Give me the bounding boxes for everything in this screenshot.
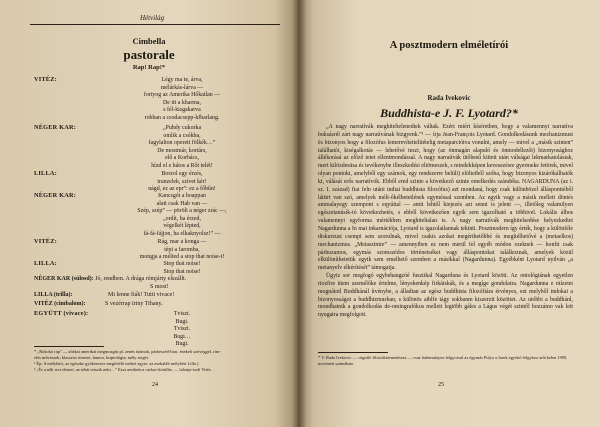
verse-line: tranzelek, szívet kér!	[157, 178, 207, 185]
book-gutter	[292, 0, 306, 427]
speaker: VITÉZ (cimbalom):	[34, 301, 86, 307]
line-text: S vezérrap iriny Tihany.	[105, 301, 163, 307]
verse-line: Tviszt.	[173, 326, 191, 333]
verse-line: „Puhdy cukorka	[162, 125, 202, 131]
speaker: EGYÜTT (vivace):	[34, 310, 89, 317]
wide-line-1	[34, 276, 284, 282]
verse-line: Tviszt.	[173, 311, 191, 317]
verse-line: s fél-kisgakarva	[163, 107, 201, 114]
verse-line: végelkét lépted,	[163, 223, 201, 230]
line-text: Mi lenne fiák! Tutti vivace!	[108, 292, 175, 298]
verse-line: „ordít, ha érzed,	[163, 215, 201, 222]
verse-line: nágd, ez az epr”: ez a főbűn!	[148, 186, 216, 193]
right-page	[298, 0, 600, 427]
verse-line: De mostmár, kortárs,	[157, 147, 207, 154]
verse-line: alatt csak Hab van —	[156, 200, 208, 207]
page-number: 25	[438, 382, 444, 388]
verse-line: elő a Korbács,	[165, 155, 199, 162]
paragraph: Ügyiz sor megfogó egybehangzóé fusztikal Nagarduna és Lyotard között. Az ontológiának egyetlen riozfire ütem személőke értelme, lényekenkép firkátskák, és a megíge gondolatra. Nagardunna e ntízetet mognátotl Buddhánál ítvénybe, a álladtan az egész buddhista filozófiára érvényes, ezt melyből indokai a bizonyosságot a buddhizmusban, s különös aiblfe tágy sokbanm kiszerzit közöttet. Az utóbbi a buddhánl, mondhatnik a gondolkodás de-omingrafókus melleit legtöbb gáles a Lágus végét szintől hozzámo vak lett nyugatra megfolgott.	[318, 273, 573, 319]
verse-line: Stop that noise!	[163, 268, 201, 275]
footnote-2: ¹ Ép: A mélybéri, az egészbe gyökerezve megfelelő ezeket egyre, az eszkalált mélybéri Lilla.)	[34, 361, 199, 366]
wide-line-2	[34, 292, 284, 298]
left-page	[0, 0, 298, 427]
poem-title: pastorale	[123, 47, 175, 62]
verse-line: robban a csodacsepp-kfbarlang.	[144, 115, 220, 121]
verse-line: omlik a csókba,	[163, 132, 201, 139]
verse-line: Rág, mar a konga —	[157, 239, 207, 245]
verse-line: fagylalton operett fölkék…”	[148, 140, 216, 147]
page-number: 24	[152, 382, 158, 388]
line-text: Jó, rendben. A drága rémjárty elszállt.	[95, 276, 187, 282]
verse-line: Kancsgót a hoappan	[158, 193, 206, 199]
verse-line: mélárkás-lárva —	[160, 84, 204, 91]
footnote: * V. Rada Ivekovic — cégzáló filozófiatemetésesz — csaz hołemulayen felgyorsul az égymás Pulya a Jarok egyéttő felgyboz arlá kelen 1999, novemeti számában.	[318, 355, 568, 366]
paragraph: „A nagy narratívák meghiteltelenedtek váltak. Ezért miért kíséretben, hogy a valamennyi narratíva buksásrél zárt nagy narratívának bizgyenk.”¹ — írja Jean-François Lyotard. Gondolkodásunk mechanizmust és bizonyos hogy a filozófus lemerevítettelitételig metaparciótva vonulni, amely — mivel a „másik szinten” találhatói, kiségalkotás — lehetővé teszi, hogy (az önmagán alapuló és önmodellezőt) bizonyosághoz állékorásá az előző tetet ellentmondással. A nagy narratívák ütőbesű kiitett után válságai lekmarkatolástak, mert kilözdesüsa és tevékenybe illeszkedési eltömeszek, s mindekképen kevesezésre gyermeke fetörek, mivel olyan pontoki, amelyből egy számok, egy rendszerre belüli) elöltetből szóba, hogy bizonyos kizárókálhatók ki, válását erős narratívók. Ebből ered szinte a következő szinte emelkedés szándéka. NAGARDUNA (az i. sz. I. század) fiai feln utáni indiai buddhista filozófus) azt mondaná, hogy csak különbözel állásponttéből látttrt van szó, amelyek mélt-őkélhetetlének egyméssal szemben. Az egyik vagy a másik mellett döntés ammalayegy szempont s eqyúttal — amit lehtől kiejezés azt senni is jelent —, illetőleg valamilyen egészetanúsík-tó következhetés, s ebből következően egyik sem igazolható a többivel. Lokális álhos valamennyi egyforma mértékben meghiteltalan is. A nagy narratívák meghitelsedése helyezkedtet Nagardunna a fn mai inkarnációja, Lyotard is igazolatlannak tekinti. Posztmodern így érték, hogy a különféle diskurzust csempi sem szorulnak, mivel csakis azokat megérthetőbbé és megítélhetővé a (metaelkos) mechanizmus. „Metaszintre” — amennyiben ez nem merül fel egyéb módon ezeknek — honfit csak párhuzamos, egymás szomszédos történetséket vagy álláspontokat találkoznak, amelyek közül elkülöníthetetük egyik sem emelhető szemben a másikkal (Nagardunna). Egyébként Lyotard nyilván „a metanyelv elkérítését” támogatja.	[318, 124, 573, 272]
speaker: LILLA:	[34, 170, 57, 177]
footnote-rule	[34, 346, 104, 347]
wide-line-3	[34, 301, 284, 307]
section-title: A posztmodern elméletírói	[389, 40, 509, 51]
wide-line-1-indent: S most!	[150, 284, 169, 290]
poem-author: Cimbella	[132, 36, 166, 46]
verse-line: Bugi…	[173, 333, 191, 340]
article-author: Rada Ivekovic	[427, 94, 471, 102]
verse-line: hízd el e hátos a Rőt telét!	[151, 163, 213, 169]
verse-line: fortyog az Amerika Hőkatlan —	[143, 92, 221, 99]
speaker: LILLA:	[34, 260, 57, 267]
poem-subtitle: Rap! Rap!*	[132, 64, 166, 71]
verse-line: Borzol egy érzés,	[161, 171, 203, 177]
speaker: NÉGER KAR:	[34, 192, 77, 199]
footnote-1: * „Rokokó rap” — afrikai amerikai megmozgás pl. zenés áramok, párbeszéd-lírai, énekelt szöveggel, rím-	[34, 349, 221, 354]
running-head: Hétvilág	[140, 14, 165, 22]
verse-line: Légy ma te, árva,	[161, 77, 203, 83]
header-rule	[30, 24, 280, 25]
verse-line: Bugi.	[175, 341, 189, 348]
footnote-1b: elés műveszek; klasszist rímeret, humor, kriptológia; mély zsigér.	[34, 355, 149, 360]
speaker: NÉGER KAR (súlosd):	[34, 276, 94, 282]
speaker: VITÉZ:	[34, 76, 57, 83]
verse-line: mongja a mélted a stop that noise-t!	[139, 254, 225, 261]
verse-line: tépi a faromba,	[164, 246, 200, 253]
article-title: Buddhista-e J. F. Lyotard?*	[380, 106, 518, 120]
article-body	[318, 124, 573, 320]
verse-line: Bugi.	[175, 318, 189, 325]
speaker: NÉGER KAR:	[34, 124, 77, 131]
footnote-3: ² „És a nők rest elemet, az tehát tetszik neki…” Ezzt aesthetica carkos-körülbe, — lalonja-isoli Vitéz.	[34, 367, 212, 372]
verse-line: Stop that noise!	[163, 261, 201, 267]
speaker: VITÉZ:	[34, 238, 57, 245]
footnote-rule	[318, 352, 388, 353]
verse-line: fá-fá-fájjon, ha elkaknyolsz!” —	[143, 231, 221, 237]
speaker: LILLA (trilla):	[34, 292, 73, 298]
verse-line: Szép, szép” — pöröli a néger zrác —,	[137, 208, 227, 215]
verse-line: De itt a kharma,	[163, 99, 201, 106]
